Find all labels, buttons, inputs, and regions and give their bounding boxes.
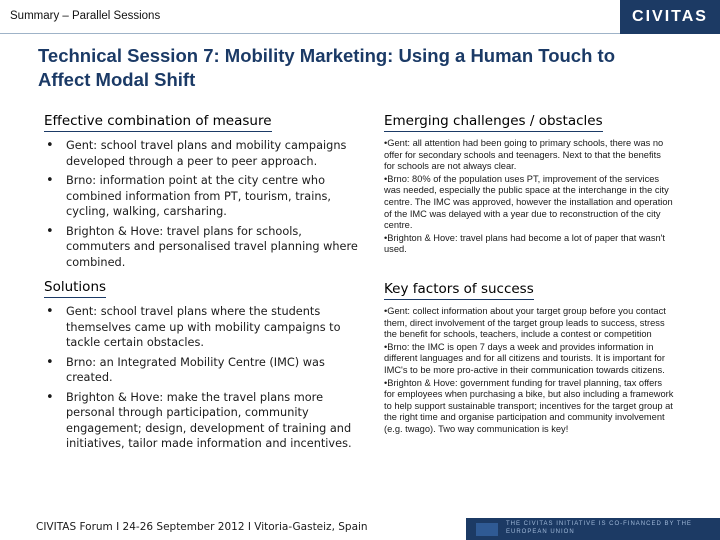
footer-text: CIVITAS Forum I 24-26 September 2012 I Vitoria-Gasteiz, Spain bbox=[36, 521, 368, 533]
bullet-icon: • bbox=[46, 223, 54, 239]
list-item: •Gent: all attention had been going to primary schools, there was no offer for secondary schools and teenagers. Next to that the benefits for schools are not always clear. bbox=[384, 138, 664, 172]
solutions-list bbox=[44, 304, 364, 452]
key-factors-heading: Key factors of success bbox=[384, 280, 534, 300]
solutions-heading: Solutions bbox=[44, 278, 106, 298]
bullet-icon: • bbox=[46, 173, 54, 188]
bullet-icon: • bbox=[46, 304, 54, 319]
header-bar bbox=[0, 0, 720, 34]
civitas-logo: CIVITAS bbox=[620, 0, 720, 34]
list-item: •Brighton & Hove: government funding for travel planning, tax offers for employees when purchasing a bike, but also including a framework to help support sustainable transport; incentives for the target group at the right time and organise participation and community involvement (e.g. twago). Two way communication is key! bbox=[384, 377, 674, 434]
bullet-icon: • bbox=[46, 354, 54, 370]
list-item: • Brighton & Hove: make the travel plans more personal through participation, community engagement; design, development of training and initiatives, tailor made information and incentives. bbox=[46, 389, 352, 450]
challenges-list bbox=[384, 138, 674, 256]
effective-heading: Effective combination of measure bbox=[44, 112, 272, 132]
eu-banner bbox=[466, 518, 720, 540]
bullet-icon: • bbox=[46, 138, 54, 153]
header-divider bbox=[0, 33, 620, 34]
bullet-icon: • bbox=[46, 389, 54, 405]
list-item: •Brno: 80% of the population uses PT, improvement of the services was needed, especially the public space at the interchange in the city centre. The IMC was approved, however the installation and operation of the IMC was delayed with a year due to reconstruction of the city centre. bbox=[384, 173, 673, 231]
eu-banner-text: THE CIVITAS INITIATIVE IS CO-FINANCED BY THE EUROPEAN UNION bbox=[506, 521, 692, 535]
list-item: • Brighton & Hove: travel plans for schools, commuters and personalised travel planning where combined. bbox=[46, 223, 358, 269]
eu-flag-icon bbox=[476, 523, 498, 536]
list-item: •Brighton & Hove: travel plans had become a lot of paper that wasn't used. bbox=[384, 232, 665, 255]
list-item: • Brno: an Integrated Mobility Centre (IMC) was created. bbox=[46, 354, 325, 384]
challenges-heading: Emerging challenges / obstacles bbox=[384, 112, 603, 132]
key-factors-list bbox=[384, 306, 674, 436]
list-item: • Gent: school travel plans and mobility campaigns developed through a peer to peer approach. bbox=[46, 138, 347, 168]
left-column bbox=[44, 110, 364, 456]
effective-list bbox=[44, 138, 364, 270]
right-column bbox=[384, 110, 674, 436]
list-item: •Gent: collect information about your target group before you contact them, direct involvement of the target group leads to success, stress the benefit for schools, teachers, include a contest or competition bbox=[384, 305, 666, 340]
list-item: •Brno: the IMC is open 7 days a week and provides information in different languages and for all citizens and tourists. It is important for IMC's to be more pro-active in their communication towards citizens. bbox=[384, 341, 665, 375]
page-title: Technical Session 7: Mobility Marketing: Using a Human Touch to Affect Modal Shift bbox=[38, 45, 615, 90]
breadcrumb: Summary – Parallel Sessions bbox=[10, 10, 161, 22]
list-item: • Brno: information point at the city centre who combined information from PT, tourism, trains, cycling, walking, carsharing. bbox=[46, 173, 332, 218]
list-item: • Gent: school travel plans where the students themselves came up with mobility campaigns to tackle certain obstacles. bbox=[46, 304, 341, 349]
